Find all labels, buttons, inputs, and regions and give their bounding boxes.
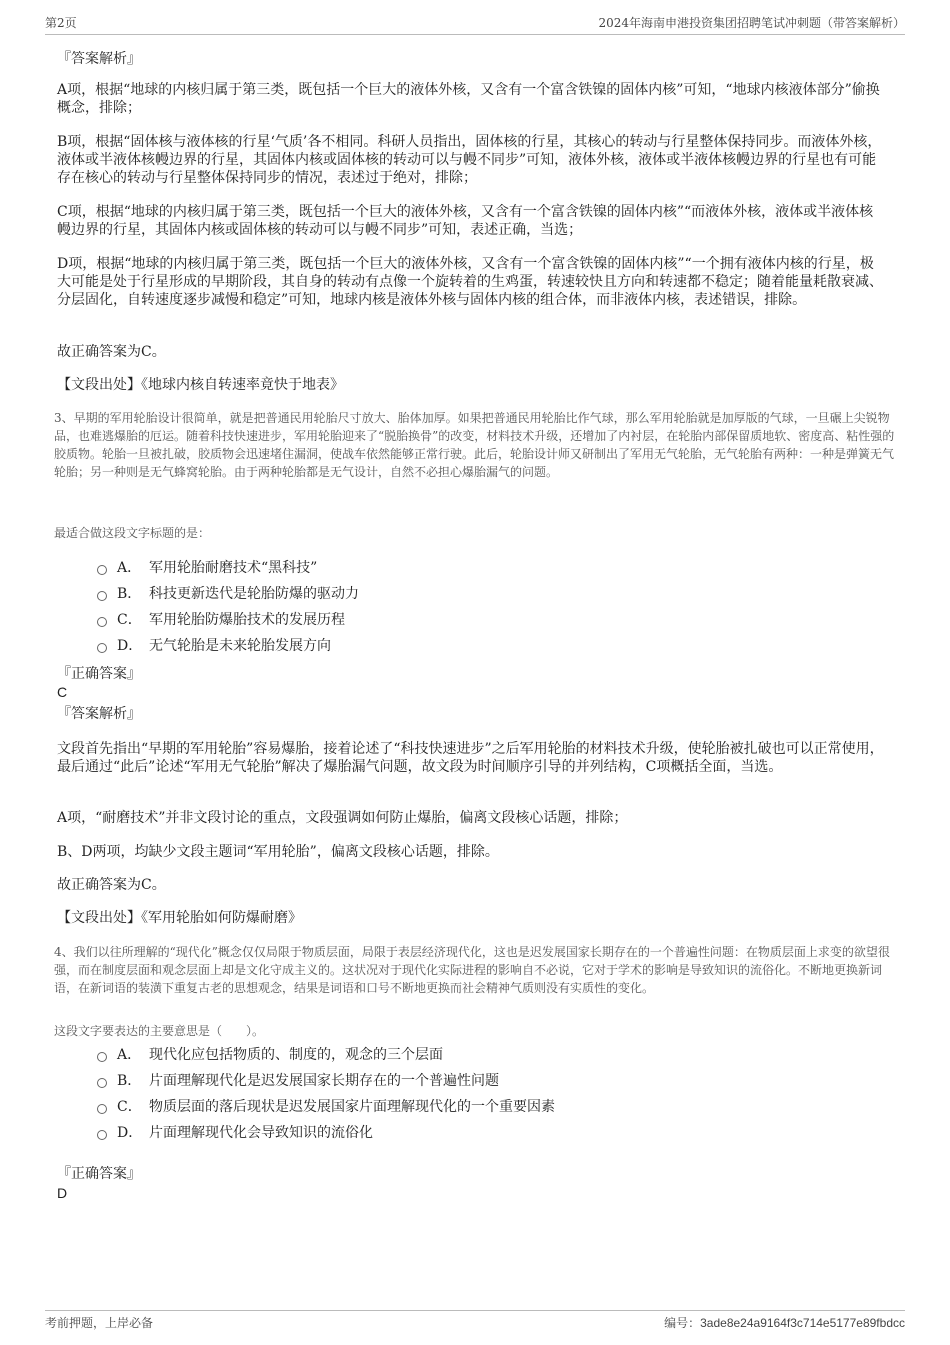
q2-conclusion: 故正确答案为C。	[57, 344, 166, 360]
q3-analysis-main: 文段首先指出“早期的军用轮胎”容易爆胎，接着论述了“科技快速进步”之后军用轮胎的材料技术升级，使轮胎被扎破也可以正常使用，最后通过“此后”论述“军用无气轮胎”解决了爆胎漏气问题，故文段为时间顺序引导的并列结构，C项概括全面，当选。	[57, 741, 884, 775]
q3-option-d[interactable]: D． 无气轮胎是未来轮胎发展方向	[97, 637, 331, 655]
footer-slogan: 考前押题，上岸必备	[45, 1316, 154, 1330]
q3-source: 【文段出处】《军用轮胎如何防爆耐磨》	[57, 910, 302, 926]
q2-analysis-b: B项，根据“固体核与液体核的行星‘气质’各不相同。科研人员指出，固体核的行星，其核心的转动与行星整体保持同步。而液体外核，液体或半液体核幔边界的行星，其固体内核或固体核的转动可以与幔不同步”可知，液体外核，液体或半液体核幔边界的行星也有可能存在核心的转动与行星整体保持同步的情况，表述过于绝对，排除；	[57, 134, 882, 186]
document-title: 2024年海南申港投资集团招聘笔试冲刺题（带答案解析）	[598, 16, 905, 30]
q4-answer-label: 『正确答案』	[57, 1166, 141, 1182]
radio-icon[interactable]	[97, 591, 107, 601]
q3-conclusion: 故正确答案为C。	[57, 877, 166, 893]
radio-icon[interactable]	[97, 617, 107, 627]
q3-analysis-a: A项，“耐磨技术”并非文段讨论的重点，文段强调如何防止爆胎，偏离文段核心话题，排除；	[57, 810, 628, 826]
q4-option-b[interactable]: B． 片面理解现代化是迟发展国家长期存在的一个普遍性问题	[97, 1072, 499, 1090]
q4-option-c[interactable]: C． 物质层面的落后现状是迟发展国家片面理解现代化的一个重要因素	[97, 1098, 555, 1116]
q2-analysis-d: D项，根据“地球的内核归属于第三类，既包括一个巨大的液体外核，又含有一个富含铁镍的固体内核”“一个拥有液体内核的行星，极大可能是处于行星形成的早期阶段，其自身的转动有点像一个旋转着的生鸡蛋，转速较快且方向和转速都不稳定；随着能量耗散衰减、分层固化，自转速度逐步减慢和稳定”可知，地球内核是液体外核与固体内核的组合体，而非液体内核，表述错误，排除。	[57, 256, 883, 308]
q3-answer: C	[57, 684, 68, 700]
q3-option-a[interactable]: A． 军用轮胎耐磨技术“黑科技”	[97, 559, 317, 577]
q2-analysis-c: C项，根据“地球的内核归属于第三类，既包括一个巨大的液体外核，又含有一个富含铁镍的固体内核”“而液体外核，液体或半液体核幔边界的行星，其固体内核或固体核的转动可以与幔不同步”可知，表述正确，当选；	[57, 204, 874, 238]
q4-answer: D	[57, 1185, 68, 1201]
code-label: 编号：	[664, 1316, 701, 1330]
q3-prompt: 最适合做这段文字标题的是：	[54, 526, 211, 540]
radio-icon[interactable]	[97, 1130, 107, 1140]
code-value: 3ade8e24a9164f3c714e5177e89fbdcc	[700, 1316, 905, 1330]
q3-stem: 3、早期的军用轮胎设计很简单，就是把普通民用轮胎尺寸放大、胎体加厚。如果把普通民用轮胎比作气球，那么军用轮胎就是加厚版的气球，一旦碾上尖锐物品，也难逃爆胎的厄运。随着科技快速进步，军用轮胎迎来了“脱胎换骨”的改变，材料技术升级，还增加了内衬层，在轮胎内部保留质地软、密度高、粘性强的胶质物。轮胎一旦被扎破，胶质物会迅速堵住漏洞，使战车依然能够正常行驶。此后，轮胎设计师又研制出了军用无气轮胎，无气轮胎有两种：一种是弹簧无气轮胎；另一种则是无气蜂窝轮胎。由于两种轮胎都是无气设计，自然不必担心爆胎漏气的问题。	[54, 411, 895, 479]
radio-icon[interactable]	[97, 565, 107, 575]
radio-icon[interactable]	[97, 1104, 107, 1114]
q2-analysis-label: 『答案解析』	[57, 51, 141, 67]
q2-analysis-a: A项，根据“地球的内核归属于第三类，既包括一个巨大的液体外核，又含有一个富含铁镍的固体内核”可知，“地球内核液体部分”偷换概念，排除；	[57, 82, 880, 116]
q3-option-c[interactable]: C． 军用轮胎防爆胎技术的发展历程	[97, 611, 345, 629]
q4-option-d[interactable]: D． 片面理解现代化会导致知识的流俗化	[97, 1124, 373, 1142]
q3-analysis-label: 『答案解析』	[57, 706, 141, 722]
radio-icon[interactable]	[97, 1052, 107, 1062]
q3-analysis-bd: B、D两项，均缺少文段主题词“军用轮胎”，偏离文段核心话题，排除。	[57, 844, 499, 860]
page-footer	[45, 1310, 905, 1333]
q3-option-b[interactable]: B． 科技更新迭代是轮胎防爆的驱动力	[97, 585, 359, 603]
q4-option-a[interactable]: A． 现代化应包括物质的、制度的，观念的三个层面	[97, 1046, 443, 1064]
q4-stem: 4、我们以往所理解的“现代化”概念仅仅局限于物质层面，局限于表层经济现代化，这也是迟发展国家长期存在的一个普遍性问题：在物质层面上求变的欲望很强，而在制度层面和观念层面上却是文化守成主义的。这状况对于现代化实际进程的影响自不必说，它对于学术的影响是导致知识的流俗化。不断地更换新词语，在新词语的装潢下重复古老的思想观念，结果是词语和口号不断地更换而社会精神气质则没有实质性的变化。	[54, 945, 890, 995]
q2-source: 【文段出处】《地球内核自转速率竟快于地表》	[57, 377, 344, 393]
page-header	[45, 14, 905, 35]
page-number: 第2页	[45, 16, 77, 30]
document-code	[664, 1314, 905, 1331]
q3-answer-label: 『正确答案』	[57, 666, 141, 682]
q4-prompt: 这段文字要表达的主要意思是（ ）。	[54, 1024, 265, 1038]
radio-icon[interactable]	[97, 643, 107, 653]
radio-icon[interactable]	[97, 1078, 107, 1088]
